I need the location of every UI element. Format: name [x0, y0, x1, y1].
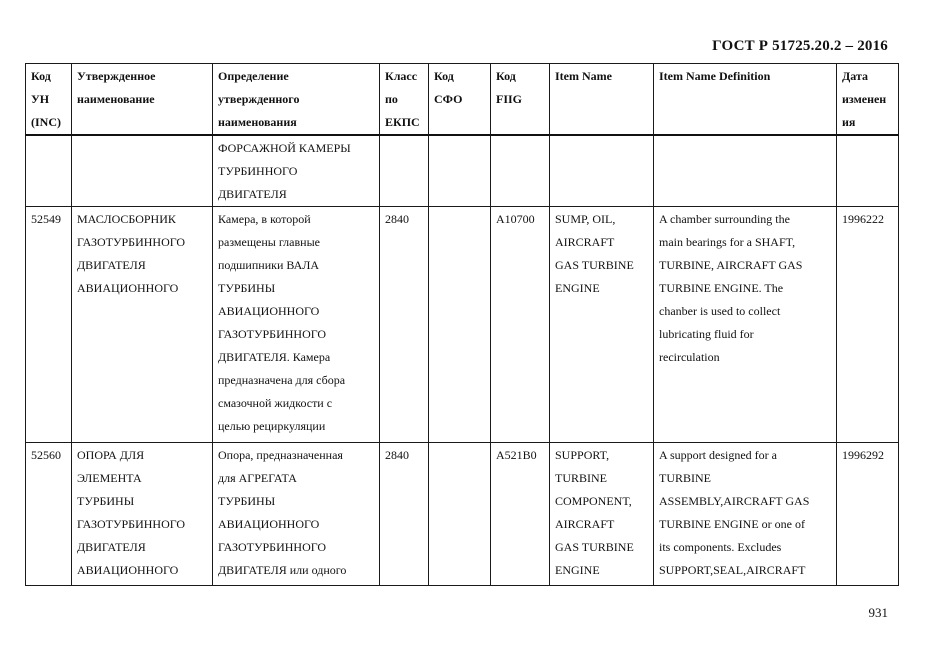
- cell-item-name-definition: A chamber surrounding the main bearings for a SHAFT, TURBINE, AIRCRAFT GAS TURBINE ENGINE. The chanber is used to collect lubricating fluid for recirculation: [654, 207, 837, 443]
- cell-approved-name: [72, 135, 213, 207]
- table-row: [26, 207, 899, 443]
- cell-definition: Опора, предназначенная для АГРЕГАТА ТУРБИНЫ АВИАЦИОННОГО ГАЗОТУРБИННОГО ДВИГАТЕЛЯ или одного: [213, 443, 380, 586]
- column-header-definition: Определение утвержденного наименования: [213, 64, 380, 136]
- cell-sfo-code: [429, 443, 491, 586]
- cell-inc: 52560: [26, 443, 72, 586]
- document-standard-header: ГОСТ Р 51725.20.2 – 2016: [712, 38, 888, 54]
- table-header-row: [26, 64, 899, 136]
- cell-ekps-class: 2840: [380, 207, 429, 443]
- cell-sfo-code: [429, 135, 491, 207]
- column-header-item-name: Item Name: [550, 64, 654, 136]
- cell-fiig-code: [491, 135, 550, 207]
- cell-ekps-class: [380, 135, 429, 207]
- cell-approved-name: МАСЛОСБОРНИК ГАЗОТУРБИННОГО ДВИГАТЕЛЯ АВИАЦИОННОГО: [72, 207, 213, 443]
- cell-approved-name: ОПОРА ДЛЯ ЭЛЕМЕНТА ТУРБИНЫ ГАЗОТУРБИННОГО ДВИГАТЕЛЯ АВИАЦИОННОГО: [72, 443, 213, 586]
- cell-definition: Камера, в которой размещены главные подшипники ВАЛА ТУРБИНЫ АВИАЦИОННОГО ГАЗОТУРБИННОГО ДВИГАТЕЛЯ. Камера предназначена для сбора смазочной жидкости с целью рециркуляции: [213, 207, 380, 443]
- table-row: [26, 135, 899, 207]
- cell-fiig-code: A10700: [491, 207, 550, 443]
- cell-item-name: SUMP, OIL, AIRCRAFT GAS TURBINE ENGINE: [550, 207, 654, 443]
- cell-item-name-definition: [654, 135, 837, 207]
- cell-definition: ФОРСАЖНОЙ КАМЕРЫ ТУРБИННОГО ДВИГАТЕЛЯ: [213, 135, 380, 207]
- column-header-change-date: Дата изменен ия: [837, 64, 899, 136]
- cell-sfo-code: [429, 207, 491, 443]
- cell-ekps-class: 2840: [380, 443, 429, 586]
- cell-change-date: 1996222: [837, 207, 899, 443]
- cell-item-name: [550, 135, 654, 207]
- cell-change-date: [837, 135, 899, 207]
- cell-item-name-definition: A support designed for a TURBINE ASSEMBLY,AIRCRAFT GAS TURBINE ENGINE or one of its components. Excludes SUPPORT,SEAL,AIRCRAFT: [654, 443, 837, 586]
- cell-fiig-code: A521B0: [491, 443, 550, 586]
- column-header-approved-name: Утвержденное наименование: [72, 64, 213, 136]
- cell-inc: 52549: [26, 207, 72, 443]
- column-header-item-name-definition: Item Name Definition: [654, 64, 837, 136]
- cell-inc: [26, 135, 72, 207]
- cell-item-name: SUPPORT, TURBINE COMPONENT, AIRCRAFT GAS TURBINE ENGINE: [550, 443, 654, 586]
- column-header-inc: Код УН (INC): [26, 64, 72, 136]
- column-header-fiig-code: Код FIIG: [491, 64, 550, 136]
- column-header-sfo-code: Код СФО: [429, 64, 491, 136]
- cell-change-date: 1996292: [837, 443, 899, 586]
- nomenclature-table: [25, 63, 899, 586]
- column-header-ekps-class: Класс по ЕКПС: [380, 64, 429, 136]
- page-number: 931: [868, 605, 888, 620]
- table-row: [26, 443, 899, 586]
